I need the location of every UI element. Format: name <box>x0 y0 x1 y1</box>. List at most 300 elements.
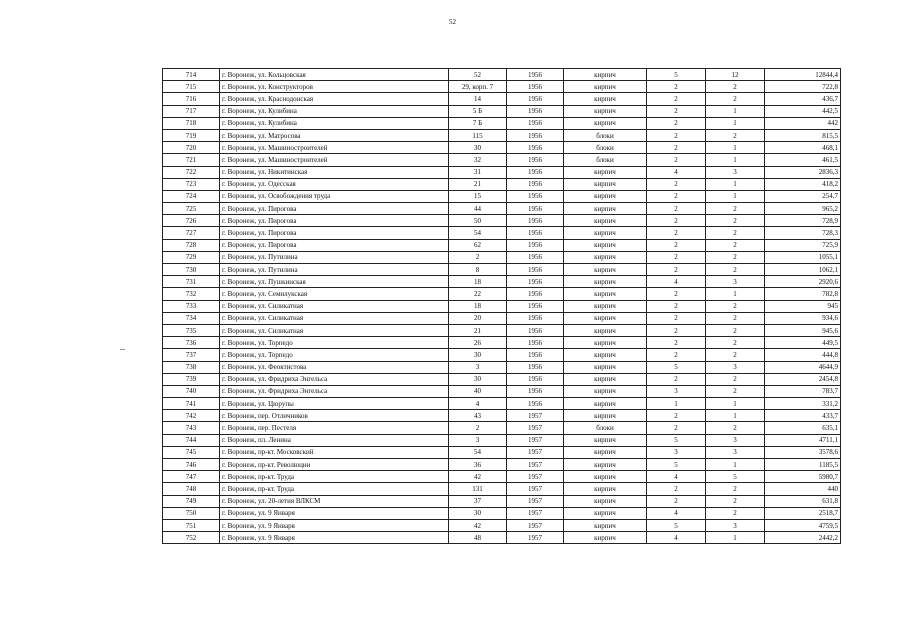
area-cell: 5980,7 <box>765 471 841 483</box>
page-number: 52 <box>449 18 456 26</box>
house-number-cell: 30 <box>449 349 507 361</box>
row-number-cell: 720 <box>163 142 220 154</box>
floors-cell: 2 <box>647 129 706 141</box>
floors-cell: 4 <box>647 532 706 544</box>
row-number-cell: 751 <box>163 519 220 531</box>
row-number-cell: 736 <box>163 337 220 349</box>
row-number-cell: 743 <box>163 422 220 434</box>
area-cell: 2454,8 <box>765 373 841 385</box>
row-number-cell: 730 <box>163 264 220 276</box>
floors-cell: 2 <box>647 337 706 349</box>
floors-cell: 5 <box>647 69 706 81</box>
table-row <box>163 227 841 239</box>
wall-material-cell: кирпич <box>564 373 647 385</box>
wall-material-cell: кирпич <box>564 69 647 81</box>
year-built-cell: 1956 <box>507 324 564 336</box>
house-number-cell: 15 <box>449 190 507 202</box>
wall-material-cell: кирпич <box>564 276 647 288</box>
row-number-cell: 749 <box>163 495 220 507</box>
wall-material-cell: кирпич <box>564 324 647 336</box>
row-number-cell: 738 <box>163 361 220 373</box>
address-cell: г. Воронеж, ул. Цюрупы <box>220 398 449 410</box>
entrances-cell: 2 <box>706 264 765 276</box>
wall-material-cell: кирпич <box>564 385 647 397</box>
house-number-cell: 30 <box>449 373 507 385</box>
year-built-cell: 1956 <box>507 251 564 263</box>
floors-cell: 2 <box>647 105 706 117</box>
table-row <box>163 410 841 422</box>
year-built-cell: 1957 <box>507 422 564 434</box>
entrances-cell: 1 <box>706 117 765 129</box>
floors-cell: 2 <box>647 288 706 300</box>
entrances-cell: 2 <box>706 507 765 519</box>
table-body <box>163 69 841 544</box>
entrances-cell: 2 <box>706 495 765 507</box>
area-cell: 3578,6 <box>765 446 841 458</box>
area-cell: 945 <box>765 300 841 312</box>
row-number-cell: 726 <box>163 215 220 227</box>
row-number-cell: 721 <box>163 154 220 166</box>
area-cell: 1055,1 <box>765 251 841 263</box>
area-cell: 440 <box>765 483 841 495</box>
row-number-cell: 747 <box>163 471 220 483</box>
year-built-cell: 1956 <box>507 154 564 166</box>
row-number-cell: 717 <box>163 105 220 117</box>
table-row <box>163 251 841 263</box>
floors-cell: 2 <box>647 300 706 312</box>
table-row <box>163 337 841 349</box>
row-number-cell: 734 <box>163 312 220 324</box>
table-row <box>163 105 841 117</box>
wall-material-cell: кирпич <box>564 300 647 312</box>
entrances-cell: 2 <box>706 227 765 239</box>
floors-cell: 5 <box>647 434 706 446</box>
entrances-cell: 1 <box>706 398 765 410</box>
address-cell: г. Воронеж, ул. Освобождения труда <box>220 190 449 202</box>
floors-cell: 2 <box>647 373 706 385</box>
address-cell: г. Воронеж, ул. Матросова <box>220 129 449 141</box>
entrances-cell: 3 <box>706 166 765 178</box>
area-cell: 442,5 <box>765 105 841 117</box>
house-number-cell: 37 <box>449 495 507 507</box>
floors-cell: 3 <box>647 385 706 397</box>
house-number-cell: 48 <box>449 532 507 544</box>
area-cell: 2518,7 <box>765 507 841 519</box>
address-cell: г. Воронеж, ул. Одесская <box>220 178 449 190</box>
address-cell: г. Воронеж, пр-кт. Революции <box>220 459 449 471</box>
area-cell: 442 <box>765 117 841 129</box>
table-row <box>163 398 841 410</box>
wall-material-cell: кирпич <box>564 178 647 190</box>
floors-cell: 2 <box>647 264 706 276</box>
year-built-cell: 1957 <box>507 446 564 458</box>
row-number-cell: 725 <box>163 203 220 215</box>
area-cell: 4711,1 <box>765 434 841 446</box>
year-built-cell: 1956 <box>507 276 564 288</box>
floors-cell: 2 <box>647 251 706 263</box>
floors-cell: 2 <box>647 215 706 227</box>
area-cell: 418,2 <box>765 178 841 190</box>
house-number-cell: 32 <box>449 154 507 166</box>
year-built-cell: 1957 <box>507 507 564 519</box>
table-row <box>163 422 841 434</box>
address-cell: г. Воронеж, ул. Пирогова <box>220 239 449 251</box>
wall-material-cell: кирпич <box>564 519 647 531</box>
row-number-cell: 722 <box>163 166 220 178</box>
area-cell: 1185,5 <box>765 459 841 471</box>
wall-material-cell: кирпич <box>564 532 647 544</box>
year-built-cell: 1956 <box>507 361 564 373</box>
address-cell: г. Воронеж, ул. Торпедо <box>220 349 449 361</box>
wall-material-cell: кирпич <box>564 81 647 93</box>
table-row <box>163 471 841 483</box>
wall-material-cell: кирпич <box>564 190 647 202</box>
floors-cell: 2 <box>647 227 706 239</box>
house-number-cell: 54 <box>449 446 507 458</box>
address-cell: г. Воронеж, пл. Ленина <box>220 434 449 446</box>
entrances-cell: 2 <box>706 93 765 105</box>
wall-material-cell: кирпич <box>564 495 647 507</box>
year-built-cell: 1956 <box>507 264 564 276</box>
area-cell: 815,5 <box>765 129 841 141</box>
house-number-cell: 42 <box>449 519 507 531</box>
wall-material-cell: кирпич <box>564 203 647 215</box>
row-number-cell: 729 <box>163 251 220 263</box>
house-number-cell: 36 <box>449 459 507 471</box>
row-number-cell: 716 <box>163 93 220 105</box>
area-cell: 725,9 <box>765 239 841 251</box>
area-cell: 934,6 <box>765 312 841 324</box>
address-cell: г. Воронеж, ул. Семилукская <box>220 288 449 300</box>
area-cell: 2920,6 <box>765 276 841 288</box>
area-cell: 331,2 <box>765 398 841 410</box>
house-number-cell: 2 <box>449 251 507 263</box>
year-built-cell: 1956 <box>507 178 564 190</box>
wall-material-cell: кирпич <box>564 166 647 178</box>
address-cell: г. Воронеж, ул. 9 Января <box>220 532 449 544</box>
wall-material-cell: кирпич <box>564 288 647 300</box>
row-number-cell: 740 <box>163 385 220 397</box>
floors-cell: 2 <box>647 422 706 434</box>
year-built-cell: 1956 <box>507 129 564 141</box>
wall-material-cell: кирпич <box>564 471 647 483</box>
area-cell: 722,8 <box>765 81 841 93</box>
year-built-cell: 1957 <box>507 483 564 495</box>
entrances-cell: 2 <box>706 81 765 93</box>
year-built-cell: 1956 <box>507 385 564 397</box>
year-built-cell: 1956 <box>507 312 564 324</box>
entrances-cell: 3 <box>706 434 765 446</box>
wall-material-cell: кирпич <box>564 251 647 263</box>
row-number-cell: 745 <box>163 446 220 458</box>
house-number-cell: 21 <box>449 324 507 336</box>
house-number-cell: 29, корп. 7 <box>449 81 507 93</box>
area-cell: 2836,3 <box>765 166 841 178</box>
year-built-cell: 1956 <box>507 215 564 227</box>
entrances-cell: 1 <box>706 105 765 117</box>
table-row <box>163 324 841 336</box>
table-row <box>163 154 841 166</box>
entrances-cell: 3 <box>706 519 765 531</box>
wall-material-cell: кирпич <box>564 446 647 458</box>
address-cell: г. Воронеж, ул. Путилина <box>220 251 449 263</box>
house-number-cell: 31 <box>449 166 507 178</box>
table-row <box>163 215 841 227</box>
row-number-cell: 723 <box>163 178 220 190</box>
entrances-cell: 5 <box>706 471 765 483</box>
floors-cell: 2 <box>647 495 706 507</box>
table-row <box>163 483 841 495</box>
address-cell: г. Воронеж, ул. Кулибина <box>220 105 449 117</box>
table-row <box>163 373 841 385</box>
entrances-cell: 2 <box>706 324 765 336</box>
table-row <box>163 385 841 397</box>
floors-cell: 2 <box>647 239 706 251</box>
row-number-cell: 732 <box>163 288 220 300</box>
house-number-cell: 40 <box>449 385 507 397</box>
row-number-cell: 748 <box>163 483 220 495</box>
entrances-cell: 3 <box>706 276 765 288</box>
address-cell: г. Воронеж, пр-кт. Московский <box>220 446 449 458</box>
row-number-cell: 724 <box>163 190 220 202</box>
area-cell: 945,6 <box>765 324 841 336</box>
wall-material-cell: блоки <box>564 422 647 434</box>
year-built-cell: 1957 <box>507 495 564 507</box>
row-number-cell: 746 <box>163 459 220 471</box>
floors-cell: 2 <box>647 410 706 422</box>
address-cell: г. Воронеж, ул. Пушкинская <box>220 276 449 288</box>
floors-cell: 4 <box>647 471 706 483</box>
table-row <box>163 361 841 373</box>
area-cell: 782,8 <box>765 288 841 300</box>
table-row <box>163 276 841 288</box>
floors-cell: 2 <box>647 349 706 361</box>
year-built-cell: 1957 <box>507 471 564 483</box>
floors-cell: 4 <box>647 507 706 519</box>
floors-cell: 2 <box>647 81 706 93</box>
year-built-cell: 1957 <box>507 519 564 531</box>
address-cell: г. Воронеж, ул. Фридриха Энгельса <box>220 373 449 385</box>
address-cell: г. Воронеж, ул. Фридриха Энгельса <box>220 385 449 397</box>
row-number-cell: 733 <box>163 300 220 312</box>
wall-material-cell: блоки <box>564 142 647 154</box>
area-cell: 965,2 <box>765 203 841 215</box>
row-number-cell: 739 <box>163 373 220 385</box>
floors-cell: 2 <box>647 93 706 105</box>
address-cell: г. Воронеж, ул. Путилина <box>220 264 449 276</box>
area-cell: 783,7 <box>765 385 841 397</box>
entrances-cell: 2 <box>706 385 765 397</box>
table-row <box>163 178 841 190</box>
address-cell: г. Воронеж, ул. Торпедо <box>220 337 449 349</box>
house-number-cell: 50 <box>449 215 507 227</box>
row-number-cell: 728 <box>163 239 220 251</box>
floors-cell: 2 <box>647 142 706 154</box>
table-row <box>163 203 841 215</box>
entrances-cell: 3 <box>706 361 765 373</box>
entrances-cell: 2 <box>706 312 765 324</box>
row-number-cell: 715 <box>163 81 220 93</box>
area-cell: 631,8 <box>765 495 841 507</box>
address-cell: г. Воронеж, ул. Машиностроителей <box>220 142 449 154</box>
address-cell: г. Воронеж, пр-кт. Труда <box>220 471 449 483</box>
year-built-cell: 1957 <box>507 434 564 446</box>
housing-registry-table <box>162 68 841 544</box>
address-cell: г. Воронеж, ул. Феоктистова <box>220 361 449 373</box>
address-cell: г. Воронеж, пр-кт. Труда <box>220 483 449 495</box>
house-number-cell: 62 <box>449 239 507 251</box>
wall-material-cell: кирпич <box>564 105 647 117</box>
table-row <box>163 300 841 312</box>
year-built-cell: 1956 <box>507 190 564 202</box>
floors-cell: 4 <box>647 166 706 178</box>
year-built-cell: 1956 <box>507 398 564 410</box>
house-number-cell: 4 <box>449 398 507 410</box>
row-number-cell: 731 <box>163 276 220 288</box>
scan-artifact <box>120 349 125 350</box>
entrances-cell: 2 <box>706 337 765 349</box>
entrances-cell: 2 <box>706 215 765 227</box>
house-number-cell: 2 <box>449 422 507 434</box>
wall-material-cell: кирпич <box>564 410 647 422</box>
area-cell: 436,7 <box>765 93 841 105</box>
year-built-cell: 1956 <box>507 227 564 239</box>
address-cell: г. Воронеж, ул. Пирогова <box>220 203 449 215</box>
year-built-cell: 1956 <box>507 105 564 117</box>
row-number-cell: 737 <box>163 349 220 361</box>
wall-material-cell: кирпич <box>564 361 647 373</box>
house-number-cell: 18 <box>449 276 507 288</box>
wall-material-cell: кирпич <box>564 117 647 129</box>
area-cell: 4759,5 <box>765 519 841 531</box>
year-built-cell: 1957 <box>507 459 564 471</box>
table-row <box>163 239 841 251</box>
entrances-cell: 1 <box>706 178 765 190</box>
year-built-cell: 1957 <box>507 410 564 422</box>
table-row <box>163 459 841 471</box>
floors-cell: 1 <box>647 398 706 410</box>
house-number-cell: 54 <box>449 227 507 239</box>
wall-material-cell: кирпич <box>564 239 647 251</box>
area-cell: 468,1 <box>765 142 841 154</box>
table-row <box>163 532 841 544</box>
address-cell: г. Воронеж, ул. 9 Января <box>220 507 449 519</box>
table-row <box>163 507 841 519</box>
year-built-cell: 1957 <box>507 532 564 544</box>
house-number-cell: 3 <box>449 361 507 373</box>
wall-material-cell: кирпич <box>564 434 647 446</box>
table-row <box>163 446 841 458</box>
floors-cell: 2 <box>647 324 706 336</box>
year-built-cell: 1956 <box>507 142 564 154</box>
wall-material-cell: кирпич <box>564 264 647 276</box>
house-number-cell: 30 <box>449 507 507 519</box>
address-cell: г. Воронеж, пер. Пестеля <box>220 422 449 434</box>
area-cell: 728,3 <box>765 227 841 239</box>
wall-material-cell: кирпич <box>564 337 647 349</box>
address-cell: г. Воронеж, ул. Пирогова <box>220 215 449 227</box>
address-cell: г. Воронеж, ул. Силикатная <box>220 324 449 336</box>
house-number-cell: 7 Б <box>449 117 507 129</box>
wall-material-cell: кирпич <box>564 398 647 410</box>
wall-material-cell: кирпич <box>564 483 647 495</box>
area-cell: 444,8 <box>765 349 841 361</box>
table-row <box>163 495 841 507</box>
floors-cell: 2 <box>647 312 706 324</box>
entrances-cell: 2 <box>706 251 765 263</box>
address-cell: г. Воронеж, ул. Силикатная <box>220 300 449 312</box>
table-row <box>163 312 841 324</box>
area-cell: 461,5 <box>765 154 841 166</box>
table-row <box>163 129 841 141</box>
entrances-cell: 1 <box>706 190 765 202</box>
area-cell: 728,9 <box>765 215 841 227</box>
house-number-cell: 52 <box>449 69 507 81</box>
house-number-cell: 42 <box>449 471 507 483</box>
house-number-cell: 43 <box>449 410 507 422</box>
area-cell: 449,5 <box>765 337 841 349</box>
area-cell: 1062,1 <box>765 264 841 276</box>
entrances-cell: 2 <box>706 129 765 141</box>
house-number-cell: 22 <box>449 288 507 300</box>
area-cell: 2442,2 <box>765 532 841 544</box>
house-number-cell: 26 <box>449 337 507 349</box>
address-cell: г. Воронеж, ул. Пирогова <box>220 227 449 239</box>
wall-material-cell: блоки <box>564 129 647 141</box>
year-built-cell: 1956 <box>507 81 564 93</box>
floors-cell: 5 <box>647 361 706 373</box>
house-number-cell: 18 <box>449 300 507 312</box>
row-number-cell: 718 <box>163 117 220 129</box>
entrances-cell: 2 <box>706 483 765 495</box>
house-number-cell: 5 Б <box>449 105 507 117</box>
house-number-cell: 14 <box>449 93 507 105</box>
address-cell: г. Воронеж, пер. Отличников <box>220 410 449 422</box>
table-row <box>163 434 841 446</box>
table-row <box>163 519 841 531</box>
wall-material-cell: кирпич <box>564 215 647 227</box>
house-number-cell: 20 <box>449 312 507 324</box>
floors-cell: 2 <box>647 203 706 215</box>
wall-material-cell: кирпич <box>564 349 647 361</box>
area-cell: 433,7 <box>765 410 841 422</box>
year-built-cell: 1956 <box>507 203 564 215</box>
year-built-cell: 1956 <box>507 93 564 105</box>
entrances-cell: 1 <box>706 410 765 422</box>
row-number-cell: 719 <box>163 129 220 141</box>
address-cell: г. Воронеж, ул. Кольцовская <box>220 69 449 81</box>
house-number-cell: 131 <box>449 483 507 495</box>
floors-cell: 2 <box>647 483 706 495</box>
row-number-cell: 742 <box>163 410 220 422</box>
house-number-cell: 30 <box>449 142 507 154</box>
house-number-cell: 8 <box>449 264 507 276</box>
wall-material-cell: кирпич <box>564 312 647 324</box>
address-cell: г. Воронеж, ул. Краснодонская <box>220 93 449 105</box>
table-row <box>163 117 841 129</box>
address-cell: г. Воронеж, ул. Силикатная <box>220 312 449 324</box>
wall-material-cell: кирпич <box>564 93 647 105</box>
entrances-cell: 1 <box>706 154 765 166</box>
address-cell: г. Воронеж, ул. Кулибина <box>220 117 449 129</box>
wall-material-cell: кирпич <box>564 507 647 519</box>
area-cell: 4644,9 <box>765 361 841 373</box>
floors-cell: 2 <box>647 178 706 190</box>
entrances-cell: 2 <box>706 349 765 361</box>
address-cell: г. Воронеж, ул. 20-летия ВЛКСМ <box>220 495 449 507</box>
row-number-cell: 752 <box>163 532 220 544</box>
row-number-cell: 714 <box>163 69 220 81</box>
